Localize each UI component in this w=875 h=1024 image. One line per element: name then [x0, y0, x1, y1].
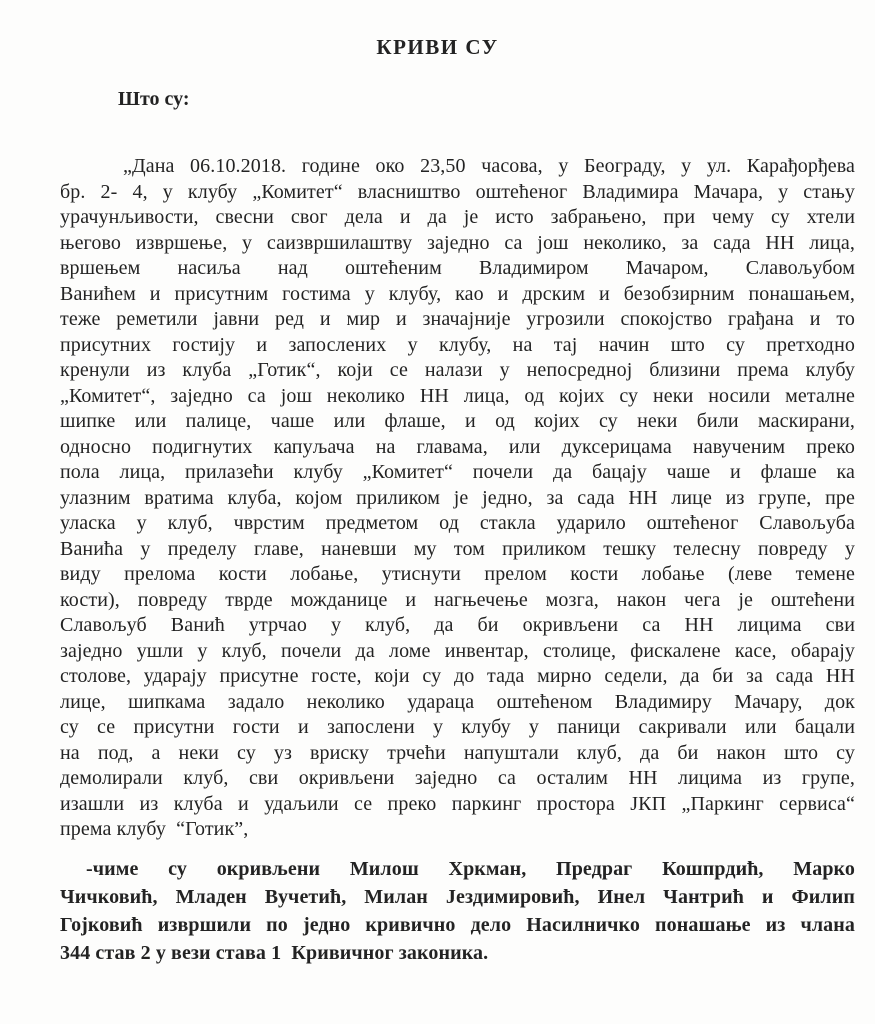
text-line: вршењем насиља над оштећеним Владимиром Мачаром, Славољубом: [60, 257, 855, 279]
text-line: демолирали клуб, сви окривљени заједно са осталим НН лицима из групе,: [60, 767, 855, 789]
text-line: виду прелома кости лобање, утиснути прелом кости лобање (леве темене: [60, 563, 855, 585]
text-line: „Комитет“, заједно са још неколико НН лица, од којих су неки носили металне: [60, 384, 855, 407]
text-line: према клубу “Готик”,: [60, 818, 249, 840]
text-line: теже реметили јавни ред и мир и значајније угрозили спокојство грађана и то: [60, 308, 855, 330]
paragraph-statement-of-facts: [60, 154, 855, 843]
text-line: 344 став 2 у вези става 1 Кривичног законика.: [60, 941, 489, 964]
text-line: пола лица, прилазећи клубу „Комитет“ почели да бацају чаше и флаше ка: [60, 461, 855, 483]
text-line: столове, ударају присутне госте, који су до тада мирно седели, да би за сада НН: [60, 665, 855, 687]
text-line: кости), повреду тврде можданице и нагњечење мозга, након чега је оштећени: [60, 588, 855, 611]
text-line: његово извршење, у саизвршилаштву заједно са још неколико, за сада НН лица,: [60, 231, 855, 254]
document-subtitle: Што су:: [118, 88, 190, 110]
text-line: кренули из клуба „Готик“, који се налази у непосредној близини према клубу: [60, 359, 855, 381]
text-line: урачунљивости, свесни свог дела и да је исто забрањено, при чему су хтели: [60, 206, 855, 228]
text-line: Славољуб Ванић утрчао у клуб, да би окривљени са НН лицима сви: [60, 614, 855, 636]
text-line: уласка у клуб, чврстим предметом од стакла ударило оштећеног Славољуба: [60, 512, 855, 534]
text-line: присутних гостију и запослених у клубу, на тај начин што су претходно: [60, 333, 855, 356]
text-line: заједно ушли у клуб, почели да ломе инвентар, столице, фискалене касе, обарају: [60, 639, 855, 662]
text-line: на под, а неки су уз вриску трчећи напуштали клуб, да би након што су: [60, 741, 855, 764]
document-title: КРИВИ СУ: [376, 35, 499, 59]
document-body: [60, 154, 855, 967]
text-line: односно подигнутих капуљача на главама, или дуксерицама навученим преко: [60, 435, 855, 458]
text-line: Гојковић извршили по једно кривично дело Насилничко понашање из члана: [60, 913, 855, 936]
text-line: -чиме су окривљени Милош Хркман, Предраг Кошпрдић, Марко: [86, 857, 855, 880]
text-line: улазним вратима клуба, којом приликом је једно, за сада НН лице из групе, пре: [60, 486, 855, 509]
text-line: шипке или палице, чаше или флаше, и од којих су неки били маскирани,: [60, 410, 855, 432]
paragraph-conclusion: [60, 855, 855, 967]
text-line: „Дана 06.10.2018. године око 23,50 часова, у Београду, у ул. Карађорђева: [123, 155, 855, 177]
text-line: су се присутни гости и запослени у клубу у паници сакривали или бацали: [60, 716, 855, 738]
text-line: бр. 2- 4, у клубу „Комитет“ власништво оштећеног Владимира Мачара, у стању: [60, 180, 855, 203]
text-line: изашли из клуба и удаљили се преко паркинг простора ЈКП „Паркинг сервиса“: [60, 792, 855, 815]
text-line: Чичковић, Младен Вучетић, Милан Јездимировић, Инел Чантрић и Филип: [60, 885, 855, 908]
text-line: Ванића у пределу главе, наневши му том приликом тешку телесну повреду у: [60, 537, 855, 560]
text-line: Ванићем и присутним гостима у клубу, као и дрским и безобзирним понашањем,: [60, 282, 855, 305]
text-line: лице, шипкама задало неколико удараца оштећеном Владимиру Мачару, док: [60, 690, 855, 713]
